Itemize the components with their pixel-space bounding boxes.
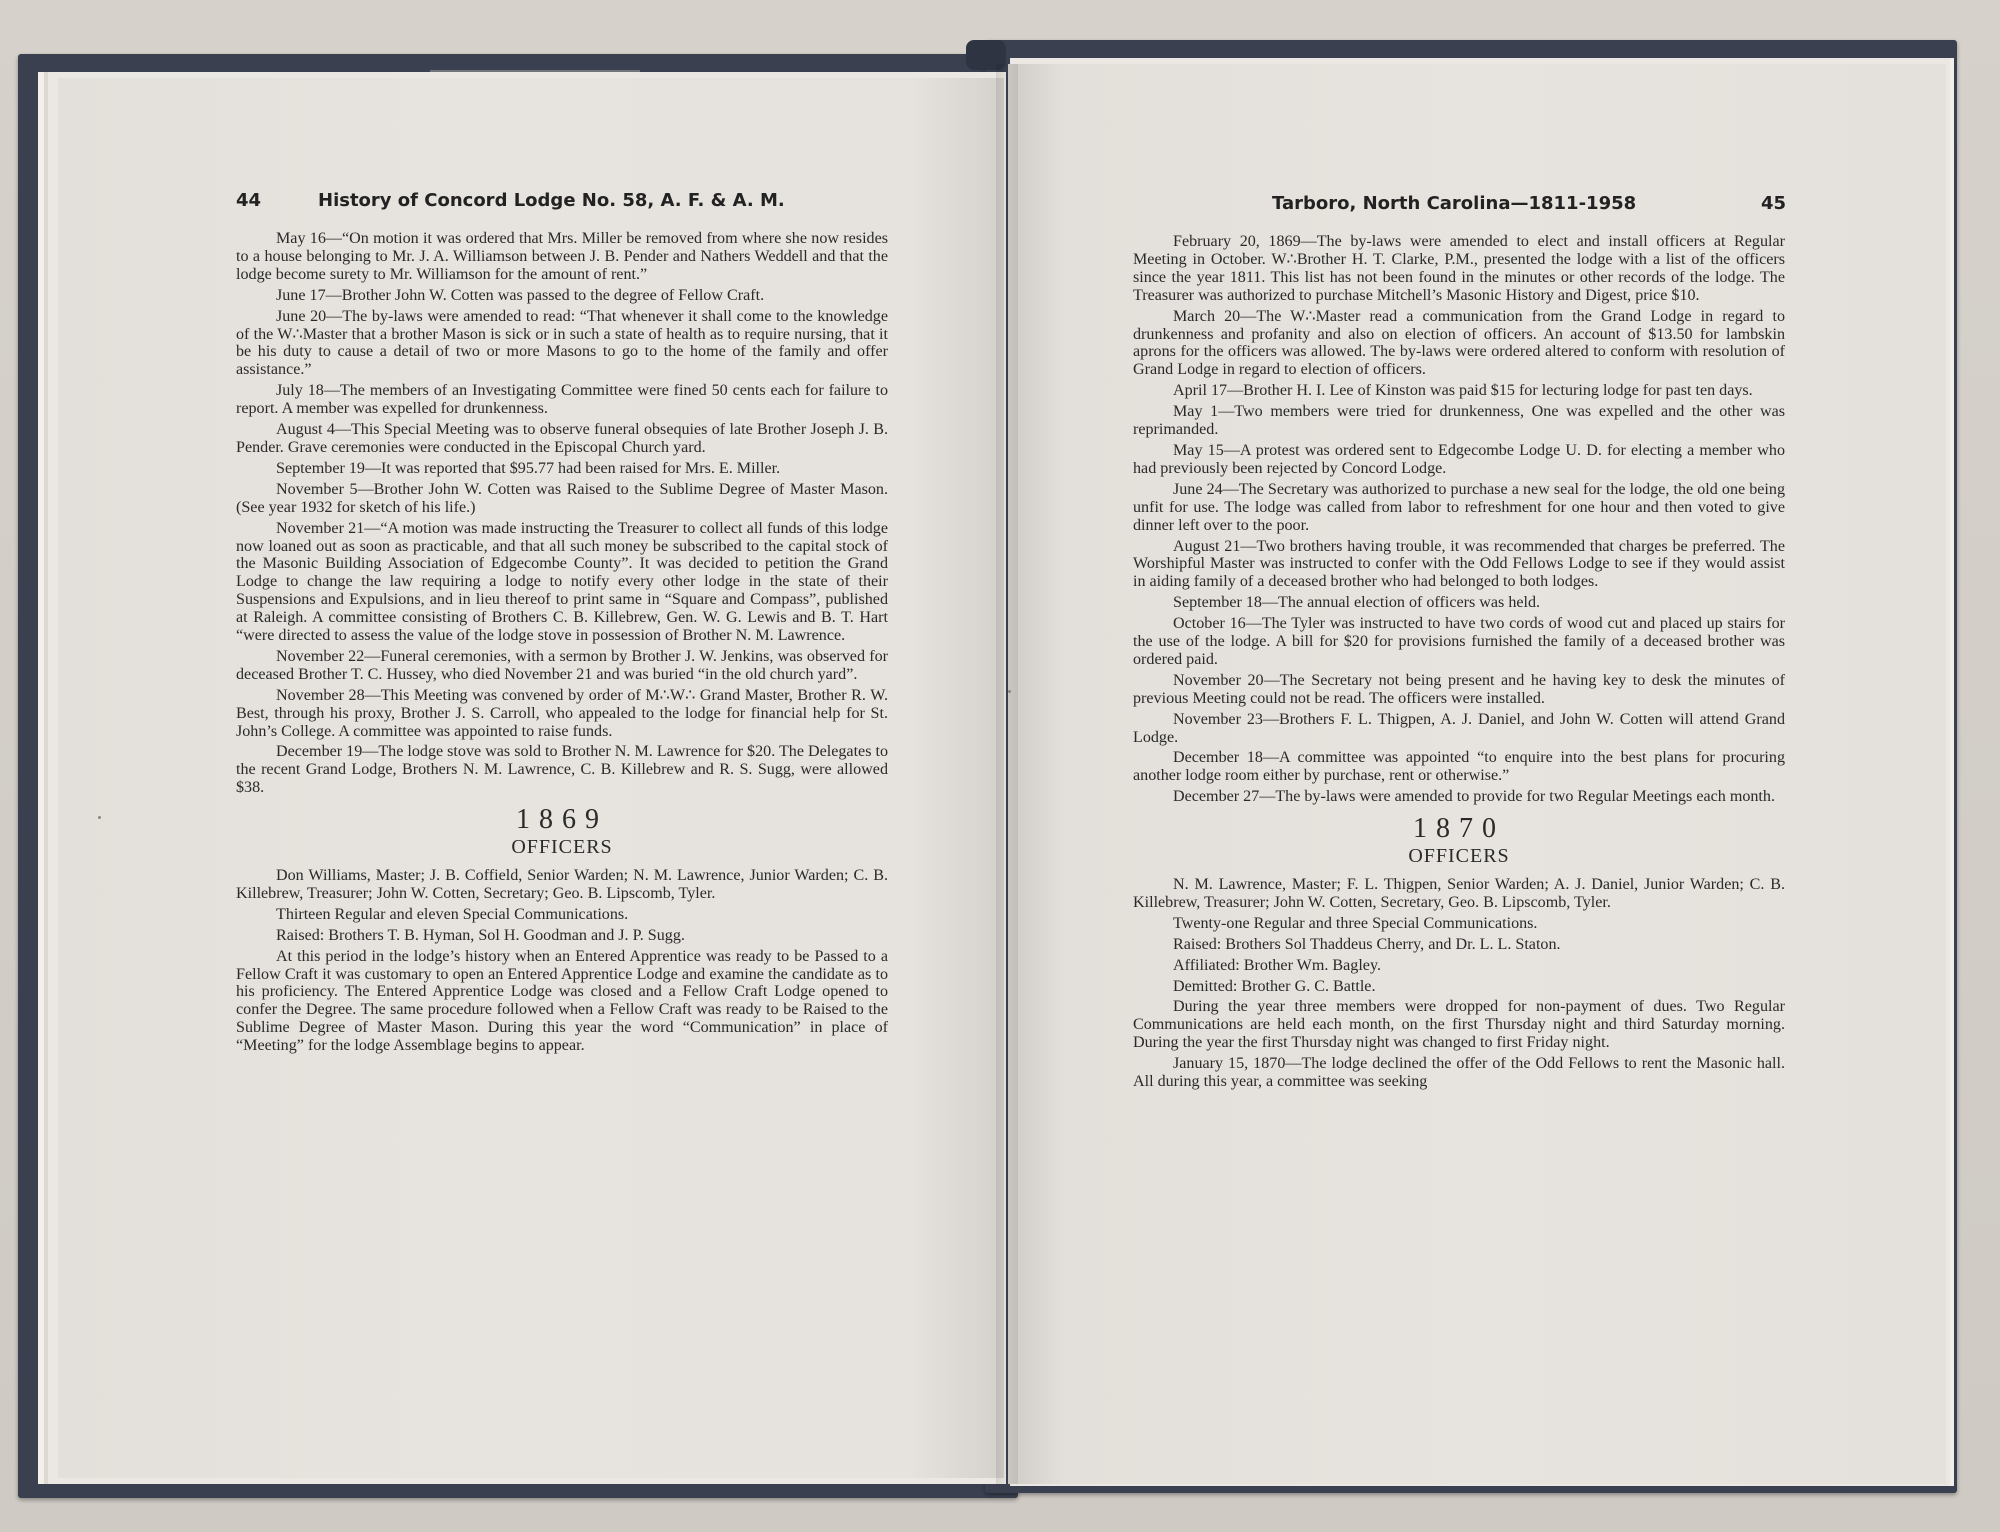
paragraph: October 16—The Tyler was instructed to have two cords of wood cut and placed up stairs for the use of the lodge. A bill for $20 for provisions furnished the family of a deceased brother was ordered paid.	[1133, 615, 1785, 668]
paragraph: May 15—A protest was ordered sent to Edgecombe Lodge U. D. for electing a member who had previously been rejected by Concord Lodge.	[1133, 441, 1785, 477]
paragraph: July 18—The members of an Investigating Committee were fined 50 cents each for failure to report. A member was expelled for drunkenness.	[236, 382, 888, 418]
paragraph: September 18—The annual election of officers was held.	[1173, 594, 1541, 612]
page-edge-mark	[430, 70, 640, 72]
officers-heading: OFFICERS	[1408, 845, 1510, 868]
paragraph: Raised: Brothers Sol Thaddeus Cherry, and Dr. L. L. Staton.	[1173, 935, 1561, 953]
paragraph: November 5—Brother John W. Cotten was Raised to the Sublime Degree of Master Mason. (See year 1932 for sketch of his life.)	[236, 480, 888, 516]
paragraph: August 21—Two brothers having trouble, it was recommended that charges be preferred. The Worshipful Master was instructed to confer with the Odd Fellows Lodge to see if they would assist in aiding family of a deceased brother who had belonged to both lodges.	[1133, 537, 1785, 591]
paragraph: December 27—The by-laws were amended to provide for two Regular Meetings each month.	[1173, 788, 1775, 806]
paragraph: May 1—Two members were tried for drunkenness, One was expelled and the other was reprimanded.	[1133, 403, 1785, 439]
officers-heading: OFFICERS	[511, 836, 613, 859]
right-page-number: 45	[1761, 193, 1787, 214]
paragraph: Demitted: Brother G. C. Battle.	[1173, 977, 1376, 995]
paragraph: Thirteen Regular and eleven Special Communications.	[276, 905, 629, 923]
paragraph: Raised: Brothers T. B. Hyman, Sol H. Goodman and J. P. Sugg.	[276, 926, 685, 944]
year-heading: 1870	[1413, 813, 1505, 845]
paragraph: January 15, 1870—The lodge declined the offer of the Odd Fellows to rent the Masonic hall. All during this year, a committee was seeking	[1133, 1055, 1785, 1091]
paragraph: June 20—The by-laws were amended to read: “That whenever it shall come to the knowledge of the W∴Master that a brother Mason is sick or in such a state of health as to require nursing, that it be his duty to cause a detail of two or more Masons to go to the home of the family and offer assistance.”	[236, 307, 888, 379]
paragraph: September 19—It was reported that $95.77 had been raised for Mrs. E. Miller.	[276, 459, 781, 477]
paragraph: November 21—“A motion was made instructing the Treasurer to collect all funds of this lodge now loaned out as soon as practicable, and that all such money be subscribed to the capital stock of the Masonic Building Association of Edgecombe County”. It was decided to petition the Grand Lodge to change the law requiring a lodge to notify every other lodge in the state of their Suspensions and Expulsions, and in lieu thereof to print same in “Square and Compass”, published at Raleigh. A committee consisting of Brothers C. B. Killebrew, Gen. W. G. Lewis and B. T. Hart “were directed to assess the value of the lodge stove in possession of Brother N. M. Lawrence.	[236, 519, 888, 645]
paragraph: During the year three members were dropped for non-payment of dues. Two Regular Communications are held each month, on the first Thursday night and third Saturday morning. During the year the first Thursday night was changed to first Friday night.	[1133, 998, 1785, 1052]
page-speck	[98, 816, 101, 819]
year-heading: 1869	[516, 804, 608, 836]
left-page-number: 44	[236, 190, 262, 211]
paragraph: N. M. Lawrence, Master; F. L. Thigpen, Senior Warden; A. J. Daniel, Junior Warden; C. B. Killebrew, Treasurer; John W. Cotten, Secretary, Geo. B. Lipscomb, Tyler.	[1133, 876, 1785, 911]
paragraph: February 20, 1869—The by-laws were amended to elect and install officers at Regular Meeting in October. W∴Brother H. T. Clarke, P.M., presented the lodge with a list of the officers since the year 1811. This list has not been found in the minutes or other records of the lodge. The Treasurer was authorized to purchase Mitchell’s Masonic History and Digest, price $10.	[1133, 233, 1785, 304]
paragraph: November 23—Brothers F. L. Thigpen, A. J. Daniel, and John W. Cotten will attend Grand Lodge.	[1133, 710, 1785, 746]
left-running-head: History of Concord Lodge No. 58, A. F. & A. M.	[318, 190, 785, 211]
paragraph: December 19—The lodge stove was sold to Brother N. M. Lawrence for $20. The Delegates to the recent Grand Lodge, Brothers N. M. Lawrence, C. B. Killebrew and R. S. Sugg, were allowed $38.	[236, 743, 888, 797]
paragraph: March 20—The W∴Master read a communication from the Grand Lodge in regard to drunkenness and profanity and also on election of officers. An account of $13.50 for lambskin aprons for the officers was allowed. The by-laws were ordered altered to conform with resolution of Grand Lodge in regard to election of officers.	[1133, 307, 1785, 379]
paragraph: June 17—Brother John W. Cotten was passed to the degree of Fellow Craft.	[276, 286, 765, 304]
paragraph: November 22—Funeral ceremonies, with a sermon by Brother J. W. Jenkins, was observed for deceased Brother T. C. Hussey, who died November 21 and was buried “in the old church yard”.	[236, 647, 888, 683]
book-gutter	[996, 64, 1018, 1484]
paragraph: November 28—This Meeting was convened by order of M∴W∴ Grand Master, Brother R. W. Best, through his proxy, Brother J. S. Carroll, who appealed to the lodge for financial help for St. John’s College. A committee was appointed to raise funds.	[236, 686, 888, 740]
paragraph: Affiliated: Brother Wm. Bagley.	[1173, 956, 1381, 974]
left-page-text	[236, 230, 888, 1058]
right-running-head: Tarboro, North Carolina—1811-1958	[1272, 193, 1637, 214]
paragraph: April 17—Brother H. I. Lee of Kinston was paid $15 for lecturing lodge for past ten days.	[1173, 382, 1753, 400]
right-page-text	[1133, 233, 1785, 1094]
paragraph: At this period in the lodge’s history when an Entered Apprentice was ready to be Passed to a Fellow Craft it was customary to open an Entered Apprentice Lodge and examine the candidate as to his proficiency. The Entered Apprentice Lodge was closed and a Fellow Craft Lodge opened to confer the Degree. The same procedure followed when a Fellow Craft was ready to be Raised to the Sublime Degree of Master Mason. During this year the word “Communication” in place of “Meeting” for the lodge Assemblage begins to appear.	[236, 947, 888, 1055]
paragraph: December 18—A committee was appointed “to enquire into the best plans for procuring another lodge room either by purchase, rent or otherwise.”	[1133, 749, 1785, 785]
paragraph: May 16—“On motion it was ordered that Mrs. Miller be removed from where she now resides to a house belonging to Mr. J. A. Williamson between J. B. Pender and Nathers Weddell and that the lodge become surety to Mr. Williamson for the amount of rent.”	[236, 230, 888, 283]
paragraph: November 20—The Secretary not being present and he having key to desk the minutes of previous Meeting could not be read. The officers were installed.	[1133, 671, 1785, 707]
page-speck	[1008, 690, 1011, 693]
paragraph: June 24—The Secretary was authorized to purchase a new seal for the lodge, the old one being unfit for use. The lodge was called from labor to refreshment for one hour and then voted to give dinner left over to the poor.	[1133, 480, 1785, 534]
paragraph: Twenty-one Regular and three Special Communications.	[1173, 914, 1538, 932]
paragraph: Don Williams, Master; J. B. Coffield, Senior Warden; N. M. Lawrence, Junior Warden; C. B. Killebrew, Treasurer; John W. Cotten, Secretary; Geo. B. Lipscomb, Tyler.	[236, 867, 888, 902]
paragraph: August 4—This Special Meeting was to observe funeral obsequies of late Brother Joseph J. B. Pender. Grave ceremonies were conducted in the Episcopal Church yard.	[236, 421, 888, 456]
